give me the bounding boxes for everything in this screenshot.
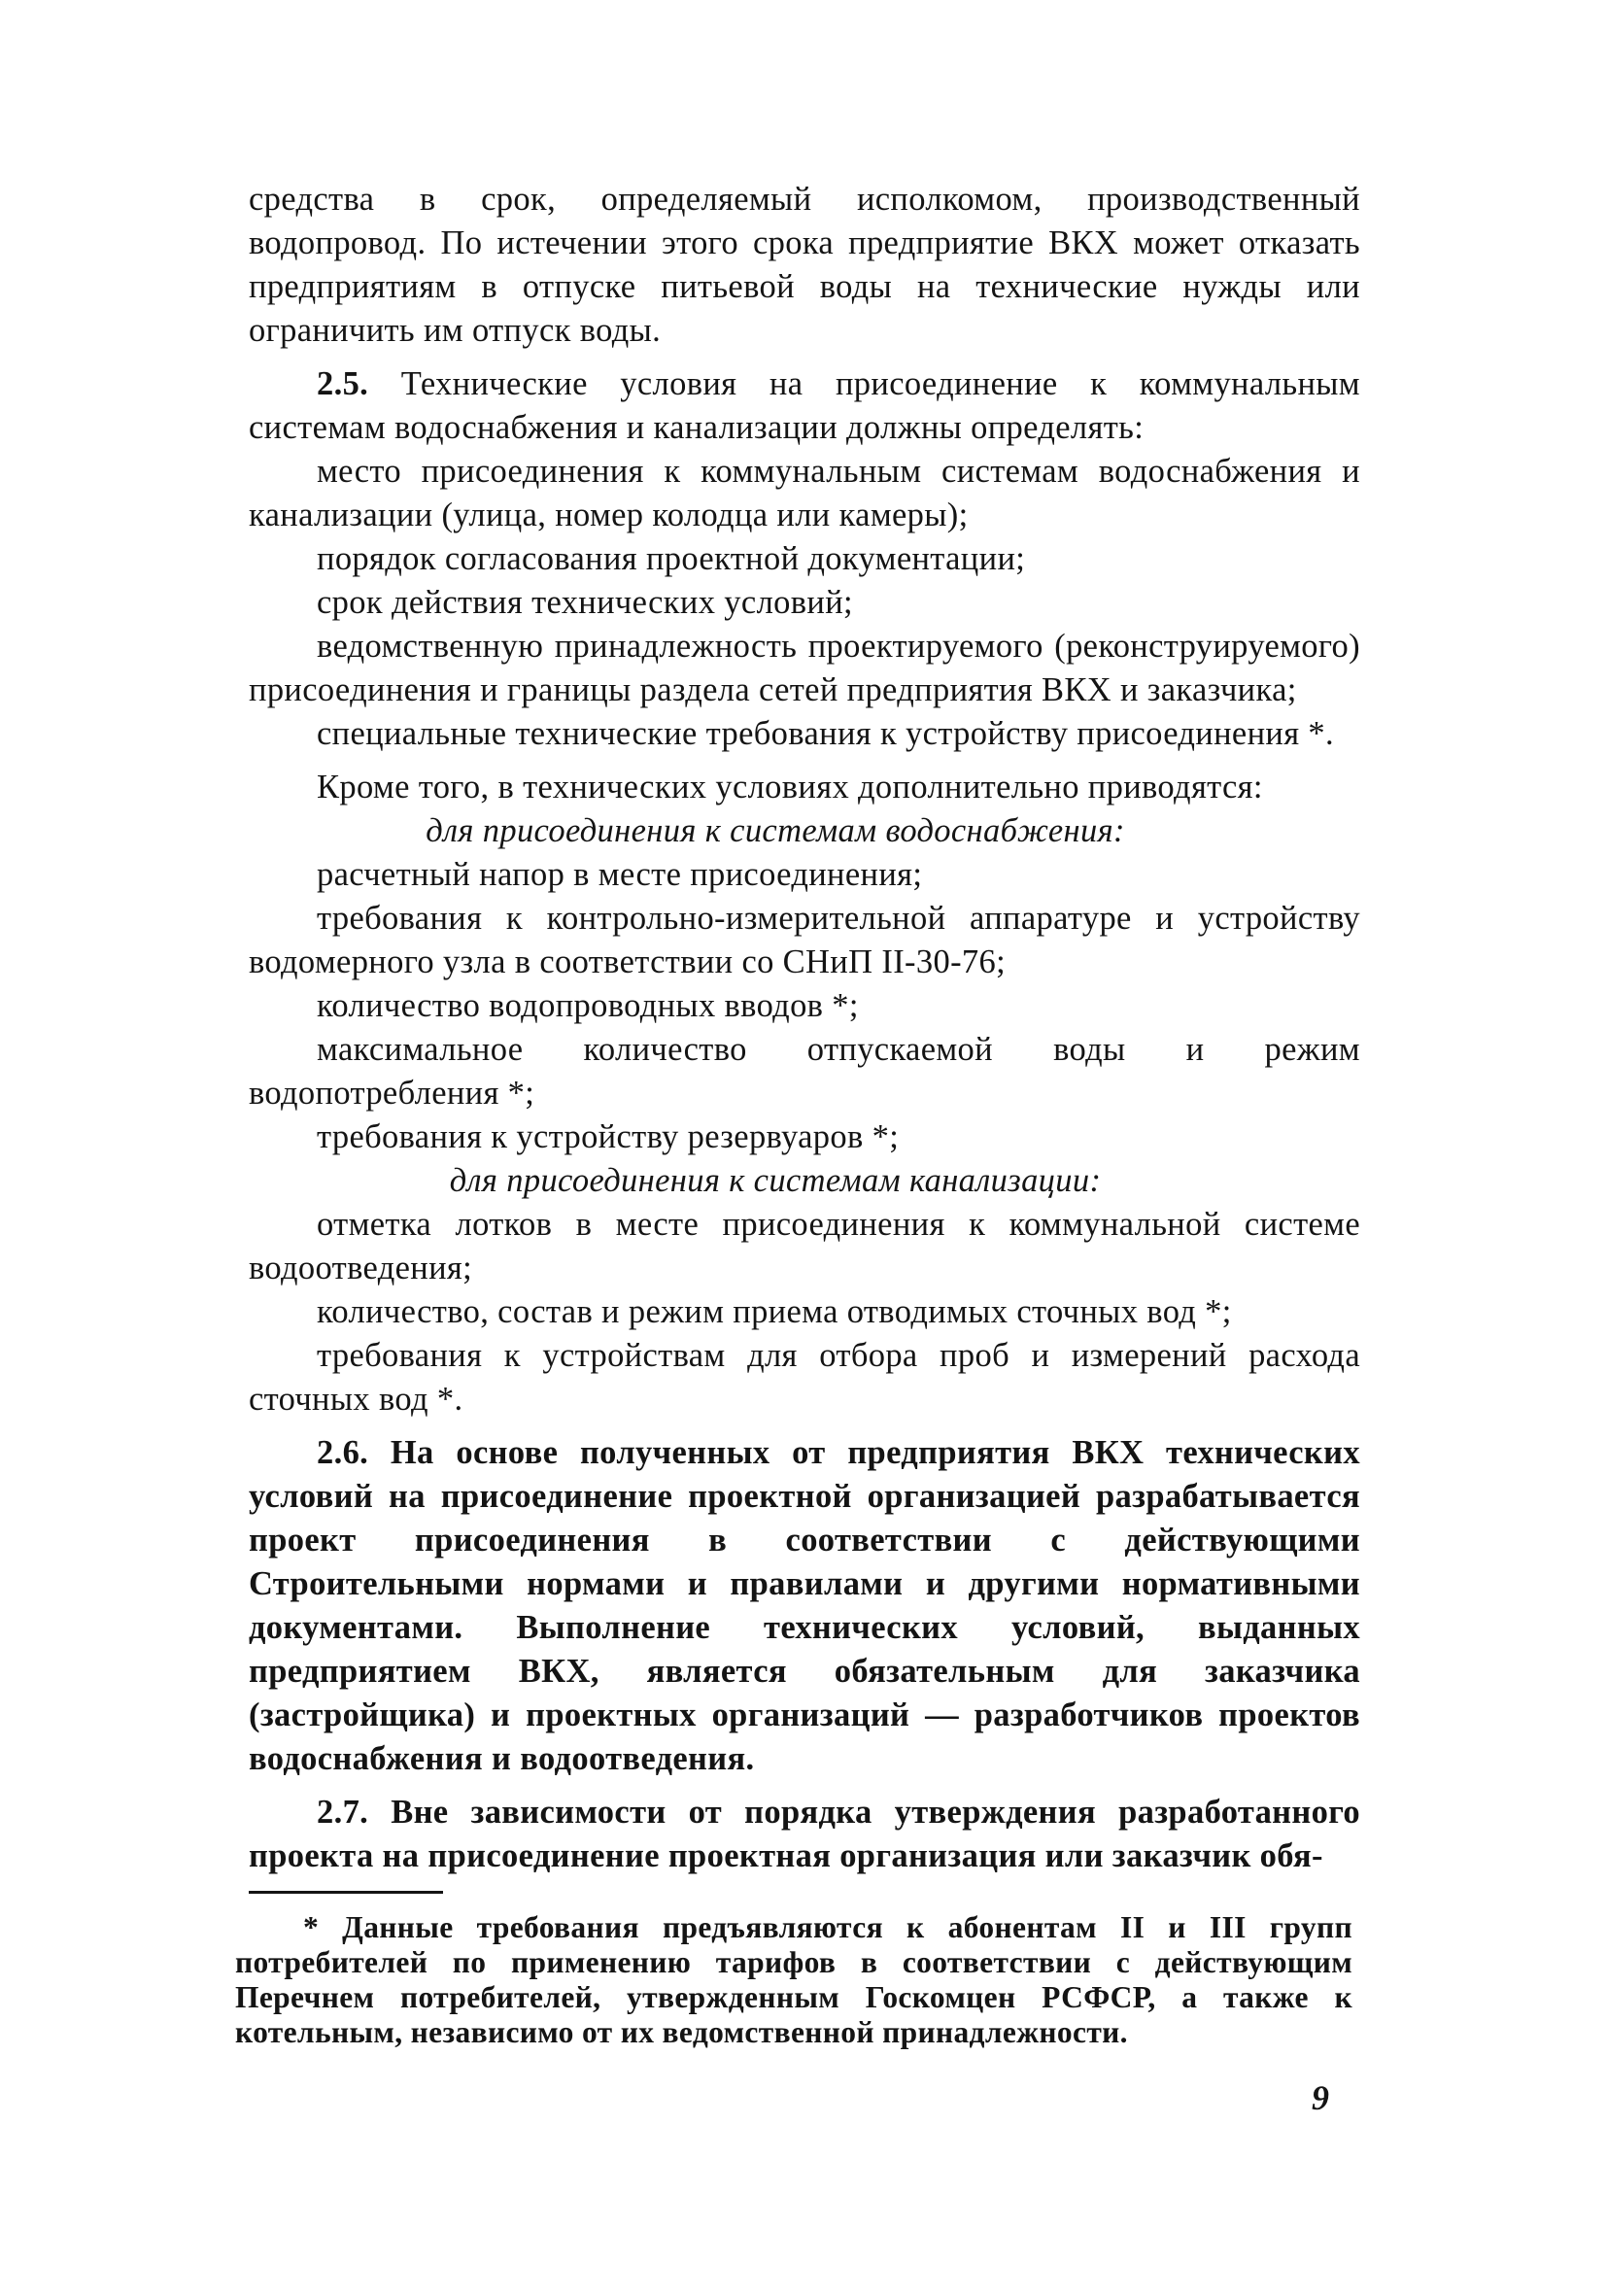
body-text (249, 178, 1360, 1878)
list-item-ownership: ведомственную принадлежность проектируемого (реконструируемого) присоединения и границы раздела сетей предприятия ВКХ и заказчика; (249, 628, 1360, 708)
list-item-special-requirements: специальные технические требования к устройству присоединения *. (317, 715, 1334, 752)
list-item-validity-period: срок действия технических условий; (317, 584, 853, 621)
list-item-approval-order: порядок согласования проектной документации; (317, 540, 1026, 577)
footnote-text: * Данные требования предъявляются к абонентам II и III групп потребителей по применению тарифов в соответствии с действующим Перечнем потребителей, утвержденным Госкомцен РСФСР, а также к котельным, независимо от их ведомственной принадлежности. (235, 1910, 1352, 2049)
list-item-reservoirs: требования к устройству резервуаров *; (317, 1118, 900, 1155)
subheading-water-supply: для присоединения к системам водоснабжения: (426, 812, 1125, 849)
clause-number-2-6: 2.6. (317, 1434, 369, 1471)
list-item-max-water: максимальное количество отпускаемой воды и режим водопотребления *; (249, 1031, 1360, 1112)
list-item-water-inlets: количество водопроводных вводов *; (317, 987, 859, 1024)
paragraph-2-5: 2.5. Технические условия на присоединение к коммунальным системам водоснабжения и канализации должны определять: (249, 365, 1360, 446)
footnote-divider (249, 1891, 443, 1894)
page-number: 9 (1312, 2078, 1329, 2117)
paragraph-2-4-end: средства в срок, определяемый исполкомом, производственный водопровод. По истечении этого срока предприятие ВКХ может отказать предприятиям в отпуске питьевой воды на технические нужды или ограничить им отпуск воды. (249, 181, 1360, 349)
paragraph-2-7: 2.7. Вне зависимости от порядка утверждения разработанного проекта на присоединение проектная организация или заказчик обя- (249, 1794, 1360, 1874)
footnote (235, 1910, 1352, 2050)
list-item-sampling-devices: требования к устройствам для отбора проб и измерений расхода сточных вод *. (249, 1337, 1360, 1418)
list-item-connection-place: место присоединения к коммунальным системам водоснабжения и канализации (улица, номер колодца или камеры); (249, 453, 1360, 533)
additional-conditions-intro: Кроме того, в технических условиях дополнительно приводятся: (317, 769, 1263, 805)
list-item-tray-elevation: отметка лотков в месте присоединения к коммунальной системе водоотведения; (249, 1206, 1360, 1286)
list-item-wastewater-volume: количество, состав и режим приема отводимых сточных вод *; (317, 1293, 1232, 1330)
list-item-design-pressure: расчетный напор в месте присоединения; (317, 856, 923, 893)
clause-number-2-5: 2.5. (317, 365, 369, 402)
list-item-metering-unit: требования к контрольно-измерительной аппаратуре и устройству водомерного узла в соответствии со СНиП II-30-76; (249, 900, 1360, 980)
paragraph-2-6: 2.6. На основе полученных от предприятия ВКХ технических условий на присоединение проектной организацией разрабатывается проект присоединения в соответствии с действующими Строительными нормами и правилами и другими нормативными документами. Выполнение технических условий, выданных предприятием ВКХ, является обязательным для заказчика (застройщика) и проектных организаций — разработчиков проектов водоснабжения и водоотведения. (249, 1434, 1360, 1777)
subheading-sewerage: для присоединения к системам канализации: (449, 1162, 1102, 1199)
clause-number-2-7: 2.7. (317, 1794, 369, 1831)
